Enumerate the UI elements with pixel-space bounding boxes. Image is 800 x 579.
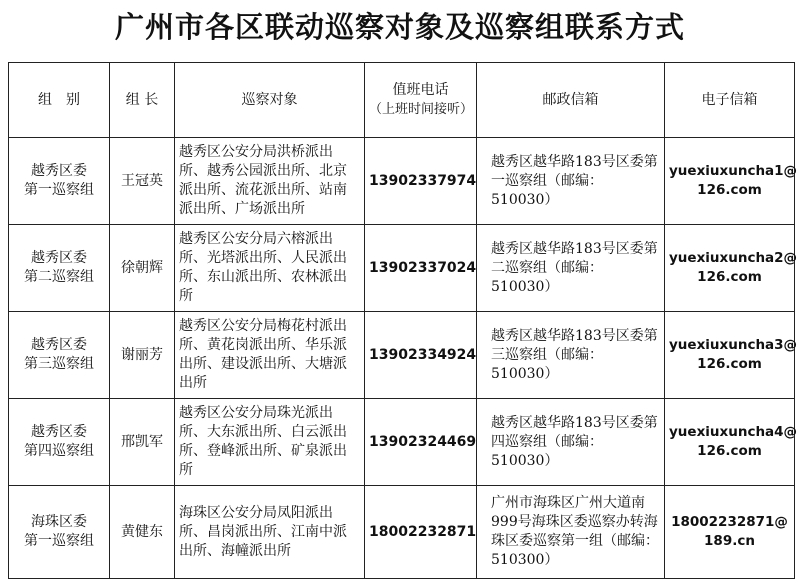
email-line2: 126.com: [697, 269, 762, 285]
header-leader: 组 长: [110, 63, 175, 138]
group-cell: [9, 399, 110, 486]
group-name-line1: 海珠区委: [31, 514, 87, 530]
email-cell: [665, 138, 798, 225]
group-name-line2: 第二巡察组: [24, 269, 94, 285]
table-row: [9, 225, 795, 312]
header-target: 巡察对象: [175, 63, 365, 138]
email-line2: 126.com: [697, 182, 762, 198]
header-post: 邮政信箱: [477, 63, 665, 138]
post-cell: 越秀区越华路183号区委第四巡察组（邮编：510030）: [477, 399, 665, 486]
group-name-line2: 第三巡察组: [24, 356, 94, 372]
phone-cell: 13902337974: [365, 138, 477, 225]
email-line1: 18002232871@: [671, 514, 788, 530]
group-name-line2: 第一巡察组: [24, 533, 94, 549]
leader-cell: 王冠英: [110, 138, 175, 225]
header-phone: [365, 63, 477, 138]
header-group: 组 别: [9, 63, 110, 138]
group-cell: [9, 225, 110, 312]
email-line2: 126.com: [697, 356, 762, 372]
group-cell: [9, 312, 110, 399]
group-name-line1: 越秀区委: [31, 424, 87, 440]
leader-cell: 谢丽芳: [110, 312, 175, 399]
email-line1: yuexiuxuncha2@: [669, 250, 798, 266]
group-name-line1: 越秀区委: [31, 337, 87, 353]
target-cell: 越秀区公安分局梅花村派出所、黄花岗派出所、华乐派出所、建设派出所、大塘派出所: [175, 312, 365, 399]
header-phone-label: 值班电话: [392, 82, 449, 98]
email-cell: [665, 225, 798, 312]
group-name-line2: 第四巡察组: [24, 443, 94, 459]
contact-table: [8, 62, 798, 579]
group-cell: [9, 138, 110, 225]
post-cell: 广州市海珠区广州大道南999号海珠区委巡察办转海珠区委巡察第一组（邮编：510300）: [477, 486, 665, 579]
target-cell: 越秀区公安分局六榕派出所、光塔派出所、人民派出所、东山派出所、农林派出所: [175, 225, 365, 312]
email-line2: 126.com: [697, 443, 762, 459]
table-row: [9, 138, 795, 225]
email-line1: yuexiuxuncha4@: [669, 424, 798, 440]
email-cell: [665, 486, 795, 579]
phone-cell: 18002232871: [365, 486, 477, 579]
table-row: [9, 399, 795, 486]
page-title: 广州市各区联动巡察对象及巡察组联系方式: [114, 10, 685, 44]
phone-cell: 13902324469: [365, 399, 477, 486]
header-email: 电子信箱: [665, 63, 795, 138]
header-phone-note: （上班时间接听）: [369, 102, 474, 117]
leader-cell: 徐朝辉: [110, 225, 175, 312]
email-cell: [665, 312, 798, 399]
target-cell: 海珠区公安分局凤阳派出所、昌岗派出所、江南中派出所、海幢派出所: [175, 486, 365, 579]
group-name-line2: 第一巡察组: [24, 182, 94, 198]
group-name-line1: 越秀区委: [31, 163, 87, 179]
group-name-line1: 越秀区委: [31, 250, 87, 266]
leader-cell: 邢凯军: [110, 399, 175, 486]
post-cell: 越秀区越华路183号区委第二巡察组（邮编：510030）: [477, 225, 665, 312]
target-cell: 越秀区公安分局洪桥派出所、越秀公园派出所、北京派出所、流花派出所、站南派出所、广场派出所: [175, 138, 365, 225]
target-cell: 越秀区公安分局珠光派出所、大东派出所、白云派出所、登峰派出所、矿泉派出所: [175, 399, 365, 486]
table-header-row: [9, 63, 795, 138]
table-row: [9, 312, 795, 399]
post-cell: 越秀区越华路183号区委第一巡察组（邮编：510030）: [477, 138, 665, 225]
group-cell: [9, 486, 110, 579]
post-cell: 越秀区越华路183号区委第三巡察组（邮编：510030）: [477, 312, 665, 399]
table-row: [9, 486, 795, 579]
email-line1: yuexiuxuncha1@: [669, 163, 798, 179]
email-cell: [665, 399, 798, 486]
phone-cell: 13902334924: [365, 312, 477, 399]
email-line1: yuexiuxuncha3@: [669, 337, 798, 353]
phone-cell: 13902337024: [365, 225, 477, 312]
email-line2: 189.cn: [704, 533, 755, 549]
leader-cell: 黄健东: [110, 486, 175, 579]
